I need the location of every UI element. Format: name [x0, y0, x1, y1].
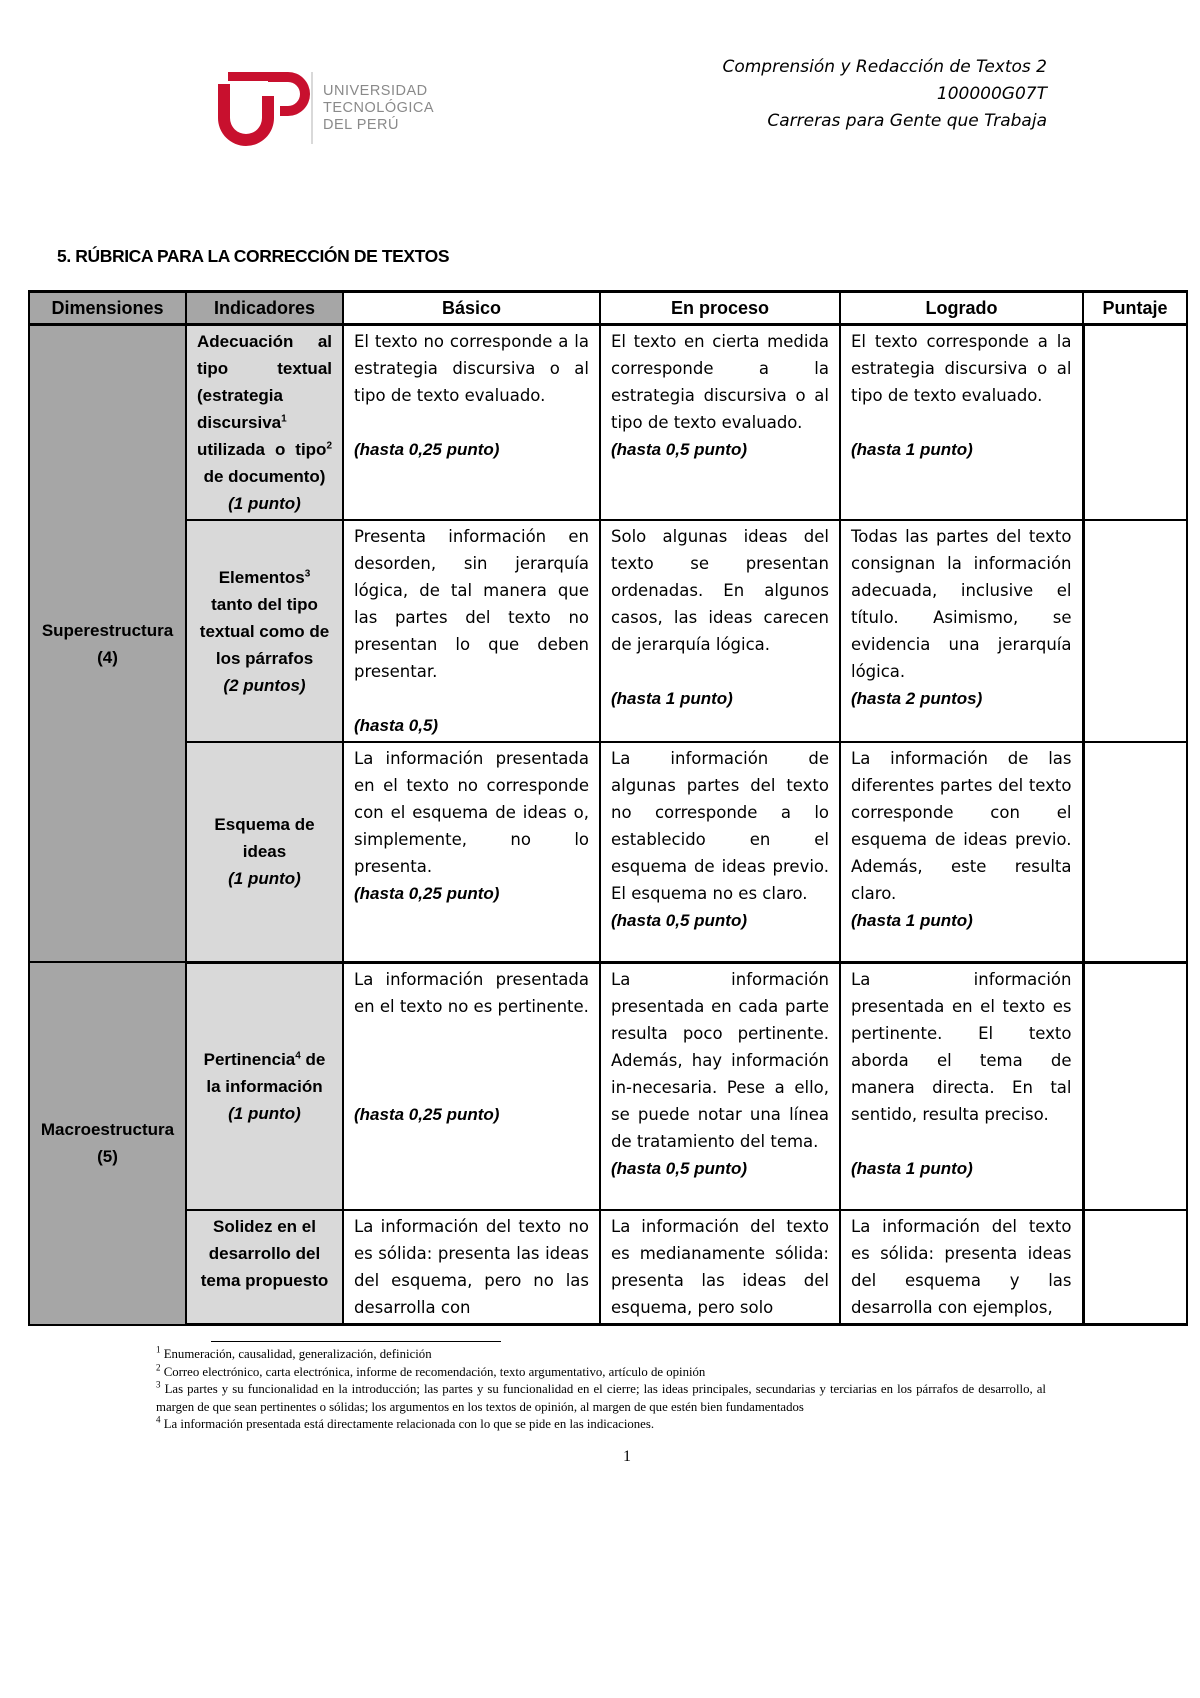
indicator-cell: Solidez en el desarrollo del tema propuesto — [186, 1210, 343, 1325]
col-header-basico: Básico — [343, 292, 600, 325]
puntaje-cell — [1083, 1210, 1187, 1325]
logo-divider — [311, 72, 313, 144]
course-name: Comprensión y Redacción de Textos 2 — [722, 57, 1047, 77]
table-row — [29, 742, 1187, 962]
puntaje-cell — [1083, 520, 1187, 742]
table-row — [29, 520, 1187, 742]
dimension-points: (4) — [97, 647, 118, 667]
logrado-cell: La información presentada en el texto es pertinente. El texto aborda el tema de manera directa. En tal sentido, resulta preciso. (hasta 1 punto) — [840, 962, 1083, 1210]
logrado-cell: La información de las diferentes partes del texto corresponde con el esquema de ideas previo. Además, este resulta claro. (hasta 1 punto) — [840, 742, 1083, 962]
col-header-en-proceso: En proceso — [600, 292, 840, 325]
basico-cell: La información del texto no es sólida: presenta las ideas del esquema, pero no las desarrolla con — [343, 1210, 600, 1325]
indicator-cell: Elementos$^3$ tanto del tipo textual como de los párrafos (2 puntos) — [186, 520, 343, 742]
dimension-cell — [29, 962, 186, 1325]
dimension-name: Superestructura — [41, 620, 174, 640]
logo-wordmark: UNIVERSIDAD TECNOLÓGICA DEL PERÚ — [323, 83, 435, 133]
footnote: $^3$ Las partes y su funcionalidad en la introducción; las partes y su funcionalidad en el cierre; las ideas principales, secundarias y terciarias en los párrafos de desarrollo, al margen de que sean pertinentes o sólidas; los argumentos en los textos de opinión, al margen de que estén bien fundamentados — [156, 1379, 1046, 1414]
document-header — [722, 54, 1047, 135]
table-row — [29, 1210, 1187, 1325]
col-header-dimensiones: Dimensiones — [29, 292, 186, 325]
indicator-points: (1 punto) — [228, 869, 301, 889]
rubric-table — [28, 290, 1188, 1326]
en-proceso-cell: La información de algunas partes del texto no corresponde a lo establecido en el esquema de ideas previo. El esquema no es claro. (hasta 0,5 punto) — [600, 742, 840, 962]
table-row — [29, 962, 1187, 1210]
col-header-logrado: Logrado — [840, 292, 1083, 325]
page-number: 1 — [623, 1448, 631, 1465]
indicator-cell: Pertinencia$^4$ de la información (1 punto) — [186, 962, 343, 1210]
indicator-points: (2 puntos) — [223, 675, 306, 695]
puntaje-cell — [1083, 742, 1187, 962]
basico-cell: Presenta información en desorden, sin jerarquía lógica, de tal manera que las partes del texto no presentan lo que deben presentar. (hasta 0,5) — [343, 520, 600, 742]
footnote: $^4$ La información presentada está directamente relacionada con lo que se pide en las indicaciones. — [156, 1414, 655, 1431]
dimension-name: Macroestructura — [40, 1120, 175, 1140]
table-header-row — [29, 292, 1187, 325]
puntaje-cell — [1083, 325, 1187, 521]
en-proceso-cell: La información presentada en cada parte resulta poco pertinente. Además, hay información in-necesaria. Pese a ello, se puede notar una línea de tratamiento del tema. (hasta 0,5 punto) — [600, 962, 840, 1210]
footnote: $^1$ Enumeración, causalidad, generalización, definición — [156, 1344, 432, 1361]
col-header-puntaje: Puntaje — [1083, 292, 1187, 325]
puntaje-cell — [1083, 962, 1187, 1210]
basico-cell: El texto no corresponde a la estrategia discursiva o al tipo de texto evaluado. (hasta 0,25 punto) — [343, 325, 600, 521]
indicator-cell: Adecuación al tipo textual (estrategia discursiva$^1$ utilizada o tipo$^2$ de documento) (1 punto) — [186, 325, 343, 521]
en-proceso-cell: Solo algunas ideas del texto se presentan ordenadas. En algunos casos, las ideas carecen de jerarquía lógica. (hasta 1 punto) — [600, 520, 840, 742]
logrado-cell: El texto corresponde a la estrategia discursiva o al tipo de texto evaluado. (hasta 1 punto) — [840, 325, 1083, 521]
en-proceso-cell: El texto en cierta medida corresponde a la estrategia discursiva o al tipo de texto evaluado. (hasta 0,5 punto) — [600, 325, 840, 521]
logrado-cell: Todas las partes del texto consignan la información adecuada, inclusive el título. Asimismo, se evidencia una jerarquía lógica. (hasta 2 puntos) — [840, 520, 1083, 742]
en-proceso-cell: La información del texto es medianamente sólida: presenta las ideas del esquema, pero solo — [600, 1210, 840, 1325]
basico-cell: La información presentada en el texto no es pertinente. (hasta 0,25 punto) — [343, 962, 600, 1210]
table-row — [29, 325, 1187, 521]
col-header-indicadores: Indicadores — [186, 292, 343, 325]
dimension-points: (5) — [97, 1147, 118, 1167]
basico-cell: La información presentada en el texto no corresponde con el esquema de ideas o, simplemente, no lo presenta. (hasta 0,25 punto) — [343, 742, 600, 962]
course-code: 100000G07T — [936, 84, 1047, 104]
indicator-points: (1 punto) — [228, 494, 301, 513]
footnotes — [156, 1346, 1046, 1434]
indicator-cell: Esquema de ideas (1 punto) — [186, 742, 343, 962]
logrado-cell: La información del texto es sólida: presenta ideas del esquema y las desarrolla con ejemplos, — [840, 1210, 1083, 1325]
program-name: Carreras para Gente que Trabaja — [767, 111, 1047, 131]
dimension-cell — [29, 325, 186, 963]
footnote: $^2$ Correo electrónico, carta electrónica, informe de recomendación, texto argumentativo, artículo de opinión — [156, 1362, 706, 1379]
indicator-points: (1 punto) — [228, 1103, 301, 1123]
section-title: 5. RÚBRICA PARA LA CORRECCIÓN DE TEXTOS — [57, 246, 450, 266]
footnote-divider — [211, 1341, 501, 1342]
